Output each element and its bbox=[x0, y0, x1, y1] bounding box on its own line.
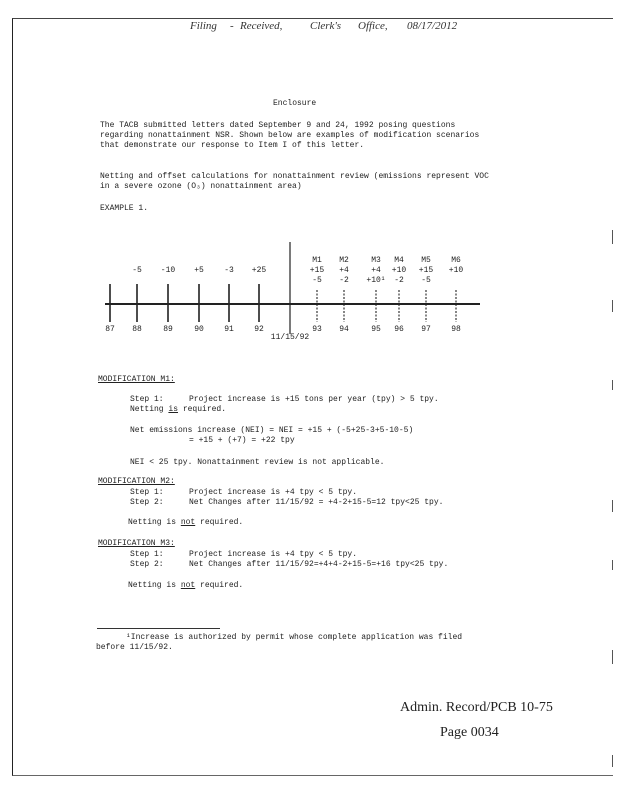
page-number-stamp: Page 0034 bbox=[440, 725, 499, 740]
intro-paragraph: The TACB submitted letters dated September 9 and 24, 1992 posing questions regarding nonattainment NSR. Shown below are examples of modification scenarios that demonstrate our response to Item I of this letter. bbox=[100, 121, 480, 150]
mod-change-m1: +15 bbox=[309, 266, 325, 275]
m2-heading: MODIFICATION M2: bbox=[98, 477, 175, 486]
year-label-96: 96 bbox=[394, 325, 404, 334]
year-label-91: 91 bbox=[224, 325, 234, 334]
m3-step1-label: Step 1: bbox=[130, 550, 164, 559]
emission-change-90: +5 bbox=[194, 266, 204, 275]
year-label-87: 87 bbox=[105, 325, 115, 334]
admin-record-stamp: Admin. Record/PCB 10-75 bbox=[400, 700, 553, 715]
cutoff-date-label: 11/15/92 bbox=[270, 333, 310, 342]
m1-step1-label: Step 1: bbox=[130, 395, 164, 404]
m3-netting-pre: Netting is bbox=[128, 581, 181, 590]
m1-netting bbox=[130, 405, 226, 415]
year-label-97: 97 bbox=[421, 325, 431, 334]
m3-netting bbox=[128, 581, 243, 591]
mod-name-m5: M5 bbox=[421, 256, 431, 265]
mod-change-m4: +10 bbox=[391, 266, 407, 275]
m2-step1-text: Project increase is +4 tpy < 5 tpy. bbox=[189, 488, 358, 497]
scan-mark bbox=[612, 650, 613, 664]
emission-change-91: -3 bbox=[224, 266, 234, 275]
header-filing: Filing bbox=[190, 20, 217, 32]
mod-name-m3: M3 bbox=[371, 256, 381, 265]
scan-mark bbox=[612, 300, 613, 312]
mod-name-m2: M2 bbox=[339, 256, 349, 265]
mod-change-m1: -5 bbox=[312, 276, 322, 285]
year-label-90: 90 bbox=[194, 325, 204, 334]
mod-change-m2: +4 bbox=[339, 266, 349, 275]
scan-mark bbox=[612, 755, 613, 767]
header-date: 08/17/2012 bbox=[407, 20, 458, 32]
mod-name-m6: M6 bbox=[451, 256, 461, 265]
mod-change-m3: +4 bbox=[371, 266, 381, 275]
scan-mark bbox=[612, 500, 613, 512]
m2-step2-text: Net Changes after 11/15/92 = +4-2+15-5=12 tpy<25 tpy. bbox=[189, 498, 444, 507]
mod-change-m5: -5 bbox=[421, 276, 431, 285]
m1-conclusion: NEI < 25 tpy. Nonattainment review is not applicable. bbox=[130, 458, 385, 467]
mod-change-m6: +10 bbox=[448, 266, 464, 275]
mod-name-m4: M4 bbox=[394, 256, 404, 265]
footnote: ¹Increase is authorized by permit whose complete application was filed before 11/15/92. bbox=[96, 633, 463, 652]
scan-mark bbox=[612, 230, 613, 244]
year-label-88: 88 bbox=[132, 325, 142, 334]
m1-step1-text: Project increase is +15 tons per year (tpy) > 5 tpy. bbox=[189, 395, 439, 404]
header-clerks: Clerk's bbox=[310, 20, 342, 32]
m1-heading: MODIFICATION M1: bbox=[98, 375, 175, 384]
emission-change-89: -10 bbox=[160, 266, 176, 275]
m3-step1-text: Project increase is +4 tpy < 5 tpy. bbox=[189, 550, 358, 559]
m1-netting-post: required. bbox=[178, 405, 227, 414]
m3-step2-label: Step 2: bbox=[130, 560, 164, 569]
example-label: EXAMPLE 1. bbox=[100, 204, 149, 213]
scan-mark bbox=[612, 380, 613, 390]
m1-netting-pre: Netting bbox=[130, 405, 169, 414]
emission-change-92: +25 bbox=[251, 266, 267, 275]
m3-step2-text: Net Changes after 11/15/92=+4+4-2+15-5=+16 tpy<25 tpy. bbox=[189, 560, 449, 569]
m2-netting bbox=[128, 518, 243, 528]
year-label-92: 92 bbox=[254, 325, 264, 334]
year-label-95: 95 bbox=[371, 325, 381, 334]
m1-netting-is: is bbox=[168, 405, 179, 414]
m1-nei-line2: = +15 + (+7) = +22 tpy bbox=[189, 436, 295, 445]
m3-heading: MODIFICATION M3: bbox=[98, 539, 175, 548]
m2-step2-label: Step 2: bbox=[130, 498, 164, 507]
emission-change-88: -5 bbox=[132, 266, 142, 275]
document-title: Enclosure bbox=[273, 99, 317, 108]
scan-mark bbox=[612, 560, 613, 570]
m2-step1-label: Step 1: bbox=[130, 488, 164, 497]
m2-netting-not: not bbox=[180, 518, 196, 527]
year-label-93: 93 bbox=[312, 325, 322, 334]
m2-netting-pre: Netting is bbox=[128, 518, 181, 527]
header-office: Office, bbox=[358, 20, 388, 32]
mod-change-m2: -2 bbox=[339, 276, 349, 285]
timeline-diagram bbox=[0, 238, 621, 358]
header-received: Received, bbox=[240, 20, 283, 32]
year-label-89: 89 bbox=[163, 325, 173, 334]
header-dash: - bbox=[230, 20, 234, 32]
mod-name-m1: M1 bbox=[312, 256, 322, 265]
mod-change-m5: +15 bbox=[418, 266, 434, 275]
m3-netting-not: not bbox=[180, 581, 196, 590]
footnote-rule bbox=[97, 628, 220, 629]
year-label-94: 94 bbox=[339, 325, 349, 334]
m1-nei-line1: Net emissions increase (NEI) = NEI = +15 + (-5+25-3+5-10-5) bbox=[130, 426, 414, 435]
m3-netting-post: required. bbox=[195, 581, 244, 590]
m2-netting-post: required. bbox=[195, 518, 244, 527]
year-label-98: 98 bbox=[451, 325, 461, 334]
mod-change-m4: -2 bbox=[394, 276, 404, 285]
mod-change-m3: +10¹ bbox=[366, 276, 386, 285]
netting-paragraph: Netting and offset calculations for nonattainment review (emissions represent VOC in a severe ozone (O₃) nonattainment area) bbox=[100, 172, 489, 191]
